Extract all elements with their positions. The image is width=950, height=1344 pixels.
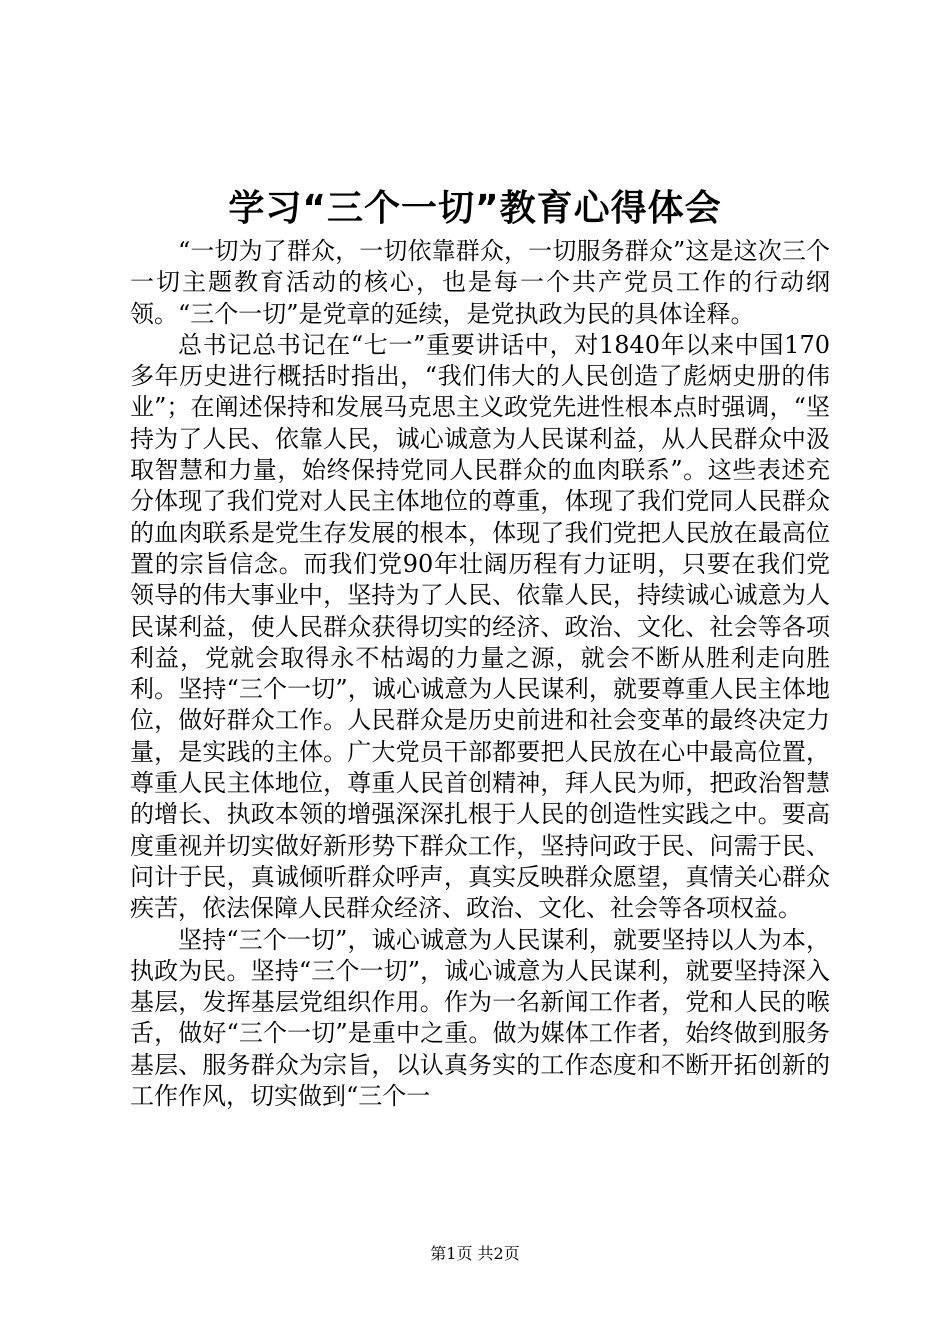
document-body bbox=[130, 236, 830, 1112]
document-title: 学习“三个一切”教育心得体会 bbox=[228, 188, 722, 229]
paragraph-1: “一切为了群众，一切依靠群众，一切服务群众”这是这次三个一切主题教育活动的核心，也是每一个共产党员工作的行动纲领。“三个一切”是党章的延续，是党执政为民的具体诠释。 bbox=[130, 237, 830, 328]
paragraph-3: 坚持“三个一切”，诚心诚意为人民谋利，就要坚持以人为本，执政为民。坚持“三个一切”，诚心诚意为人民谋利，就要坚持深入基层，发挥基层党组织作用。作为一名新闻工作者，党和人民的喉舌，做好“三个一切”是重中之重。做为媒体工作者，始终做到服务基层、服务群众为宗旨，以认真务实的工作态度和不断开拓创新的工作作风，切实做到“三个一 bbox=[130, 925, 830, 1111]
paragraph-2: 总书记总书记在“七一”重要讲话中，对1840年以来中国170多年历史进行概括时指出，“我们伟大的人民创造了彪炳史册的伟业”；在阐述保持和发展马克思主义政党先进性根本点时强调，“坚持为了人民、依靠人民，诚心诚意为人民谋利益，从人民群众中汲取智慧和力量，始终保持党同人民群众的血肉联系”。这些表述充分体现了我们党对人民主体地位的尊重，体现了我们党同人民群众的血肉联系是党生存发展的根本，体现了我们党把人民放在最高位置的宗旨信念。而我们党90年壮阔历程有力证明，只要在我们党领导的伟大事业中，坚持为了人民、依靠人民，持续诚心诚意为人民谋利益，使人民群众获得切实的经济、政治、文化、社会等各项利益，党就会取得永不枯竭的力量之源，就会不断从胜利走向胜利。坚持“三个一切”，诚心诚意为人民谋利，就要尊重人民主体地位，做好群众工作。人民群众是历史前进和社会变革的最终决定力量，是实践的主体。广大党员干部都要把人民放在心中最高位置，尊重人民主体地位，尊重人民首创精神，拜人民为师，把政治智慧的增长、执政本领的增强深深扎根于人民的创造性实践之中。要高度重视并切实做好新形势下群众工作，坚持问政于民、问需于民、问计于民，真诚倾听群众呼声，真实反映群众愿望，真情关心群众疾苦，依法保障人民群众经济、政治、文化、社会等各项权益。 bbox=[130, 330, 830, 923]
page-footer: 第1页 共2页 bbox=[430, 1244, 520, 1263]
